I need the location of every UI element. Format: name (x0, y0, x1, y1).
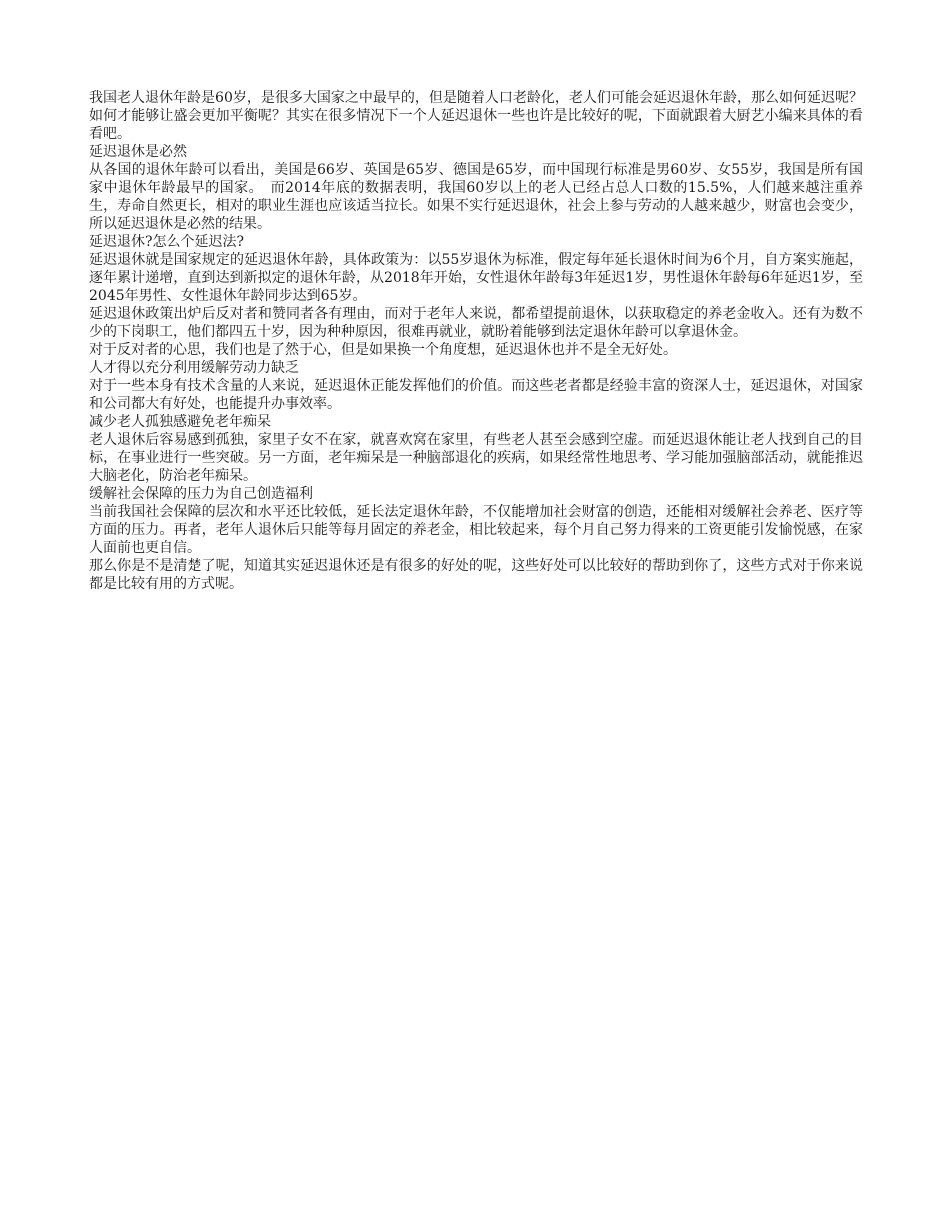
paragraph-retirement-ages: 从各国的退休年龄可以看出，美国是66岁、英国是65岁、德国是65岁，而中国现行标准是男60岁、女55岁，我国是所有国家中退休年龄最早的国家。 而2014年底的数据表明，我国60岁以上的老人已经占总人口数的15.5%，人们越来越注重养生，寿命自然更长，相对的职业生涯也应该适当拉长。如果不实行延迟退休，社会上参与劳动的人越来越少，财富也会变少，所以延迟退休是必然的结果。 (89, 162, 863, 232)
paragraph-loneliness: 老人退休后容易感到孤独，家里子女不在家，就喜欢窝在家里，有些老人甚至会感到空虚。而延迟退休能让老人找到自己的目标，在事业进行一些突破。另一方面，老年痴呆是一种脑部退化的疾病，如果经常性地思考、学习能加强脑部活动，就能推迟大脑老化，防治老年痴呆。 (89, 432, 863, 484)
paragraph-opinions: 延迟退休政策出炉后反对者和赞同者各有理由，而对于老年人来说，都希望提前退休，以获取稳定的养老金收入。还有为数不少的下岗职工，他们都四五十岁，因为种种原因，很难再就业，就盼着能够到法定退休年龄可以拿退休金。 (89, 306, 863, 340)
paragraph-talent: 对于一些本身有技术含量的人来说，延迟退休正能发挥他们的价值。而这些老者都是经验丰富的资深人士，延迟退休，对国家和公司都大有好处，也能提升办事效率。 (89, 378, 863, 412)
intro-paragraph: 我国老人退休年龄是60岁，是很多大国家之中最早的，但是随着人口老龄化，老人们可能会延迟退休年龄，那么如何延迟呢？如何才能够让盛会更加平衡呢？其实在很多情况下一个人延迟退休一些也许是比较好的呢，下面就跟着大厨艺小编来具体的看看吧。 (89, 90, 863, 142)
section-heading-talent: 人才得以充分利用缓解劳动力缺乏 (89, 360, 299, 376)
article-body (89, 89, 863, 593)
paragraph-policy-details: 延迟退休就是国家规定的延迟退休年龄，具体政策为：以55岁退休为标准，假定每年延长退休时间为6个月，自方案实施起，逐年累计递增，直到达到新拟定的退休年龄，从2018年开始，女性退休年龄每3年延迟1岁，男性退休年龄每6年延迟1岁，至2045年男性、女性退休年龄同步达到65岁。 (89, 252, 863, 304)
paragraph-other-angle: 对于反对者的心思，我们也是了然于心，但是如果换一个角度想，延迟退休也并不是全无好处。 (89, 342, 677, 358)
section-heading-loneliness: 减少老人孤独感避免老年痴呆 (89, 414, 271, 430)
section-heading-social-security: 缓解社会保障的压力为自己创造福利 (89, 486, 313, 502)
section-heading-inevitable: 延迟退休是必然 (89, 144, 187, 160)
section-heading-how-to-delay: 延迟退休?怎么个延迟法? (89, 234, 245, 250)
conclusion-paragraph: 那么你是不是清楚了呢，知道其实延迟退休还是有很多的好处的呢，这些好处可以比较好的帮助到你了，这些方式对于你来说都是比较有用的方式呢。 (89, 558, 863, 592)
paragraph-social-security: 当前我国社会保障的层次和水平还比较低，延长法定退休年龄，不仅能增加社会财富的创造，还能相对缓解社会养老、医疗等方面的压力。再者，老年人退休后只能等每月固定的养老金，相比较起来，每个月自己努力得来的工资更能引发愉悦感，在家人面前也更自信。 (89, 504, 863, 556)
